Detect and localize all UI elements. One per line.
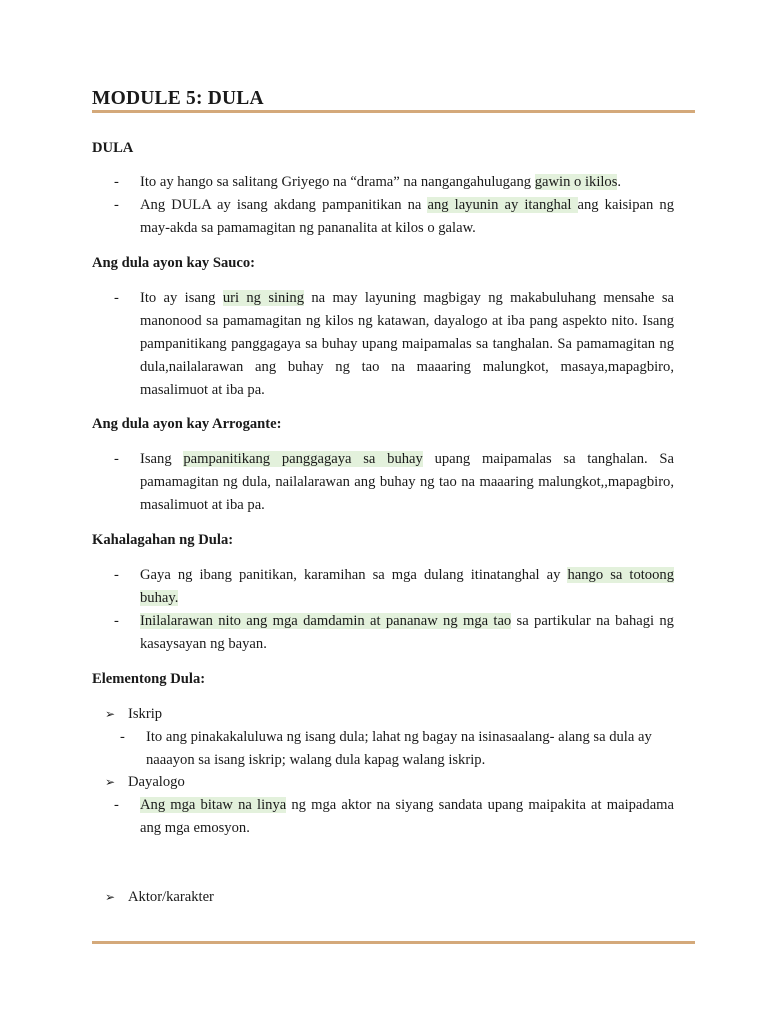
- section-heading-sauco: Ang dula ayon kay Sauco:: [92, 255, 256, 271]
- dash-bullet: -: [114, 290, 119, 306]
- list-item: [92, 564, 674, 610]
- page-title: MODULE 5: DULA: [92, 88, 264, 109]
- sub-list-item: [92, 794, 674, 840]
- element-label: Iskrip: [128, 706, 163, 722]
- list-item: [92, 610, 674, 656]
- element-label: Aktor/karakter: [128, 889, 214, 905]
- arrow-list-item: [92, 886, 214, 909]
- arrow-bullet-icon: ➢: [105, 707, 116, 721]
- list-item: [92, 171, 674, 194]
- section-heading-elemento: Elementong Dula:: [92, 671, 206, 687]
- sub-list-item: [92, 726, 674, 772]
- text-run: .: [617, 174, 622, 190]
- text-run: Ito ay isang: [140, 290, 223, 306]
- arrow-list-item: [92, 703, 162, 726]
- arrow-bullet-icon: ➢: [105, 775, 116, 789]
- text-run: sa partikular na bahagi ng kasaysayan ng bayan.: [140, 613, 674, 652]
- section-heading-dula: DULA: [92, 140, 134, 156]
- top-divider: [92, 110, 695, 113]
- arrow-bullet-icon: ➢: [105, 890, 116, 904]
- section-heading-kahalagahan: Kahalagahan ng Dula:: [92, 532, 234, 548]
- highlighted-text: pampanitikang panggagaya sa buhay: [183, 451, 423, 467]
- text-run: na may layuning magbigay ng makabuluhang mensahe sa manonood sa pamamagitan ng kilos ng katawan, dayalogo at iba pang aspekto nito. Isang pampanitikang panggagaya sa buhay upang maipamalas sa tanghalan. Sa pamamagitan ng dula,nailalarawan ang buhay ng tao na maaaring malungkot, masaya,mapagbiro, masalimuot at iba pa.: [140, 290, 674, 398]
- highlighted-text: uri ng sining: [222, 290, 304, 306]
- dash-bullet: -: [114, 613, 119, 629]
- text-run: upang maipamalas sa tanghalan. Sa pamamagitan ng dula, nailalarawan ang buhay ng tao na maaaring malungkot,,mapagbiro, masalimuot at iba pa.: [140, 451, 675, 513]
- highlighted-text: hango sa totoong buhay.: [140, 567, 674, 606]
- highlighted-text: Inilalarawan nito ang mga damdamin at pananaw ng mga tao: [140, 613, 512, 629]
- highlighted-text: gawin o ikilos: [534, 174, 618, 190]
- dash-bullet: -: [120, 729, 125, 745]
- list-item: [92, 194, 674, 240]
- text-run: Isang: [140, 451, 184, 467]
- text-run: Ang DULA ay isang akdang pampanitikan na: [140, 197, 428, 213]
- highlighted-text: Ang mga bitaw na linya: [140, 797, 287, 813]
- text-run: ng mga aktor na siyang sandata upang maipakita at maipadama ang mga emosyon.: [140, 797, 674, 836]
- arrow-list-item: [92, 771, 185, 794]
- list-item: [92, 448, 674, 517]
- dash-bullet: -: [114, 567, 119, 583]
- text-run: Gaya ng ibang panitikan, karamihan sa mga dulang itinatanghal ay: [140, 567, 568, 583]
- element-label: Dayalogo: [128, 774, 185, 790]
- section-heading-arrogante: Ang dula ayon kay Arrogante:: [92, 416, 282, 432]
- list-item: [92, 287, 674, 402]
- highlighted-text: ang layunin ay itanghal: [427, 197, 578, 213]
- text-run: Ito ang pinakakaluluwa ng isang dula; lahat ng bagay na isinasaalang- alang sa dula ay naaayon sa isang iskrip; walang dula kapag walang iskrip.: [146, 729, 652, 768]
- bottom-divider: [92, 941, 695, 944]
- text-run: Ito ay hango sa salitang Griyego na “drama” na nangangahulugang: [140, 174, 535, 190]
- dash-bullet: -: [114, 797, 119, 813]
- dash-bullet: -: [114, 451, 119, 467]
- dash-bullet: -: [114, 197, 119, 213]
- dash-bullet: -: [114, 174, 119, 190]
- text-run: ang kaisipan ng may-akda sa pamamagitan ng pananalita at kilos o galaw.: [140, 197, 674, 236]
